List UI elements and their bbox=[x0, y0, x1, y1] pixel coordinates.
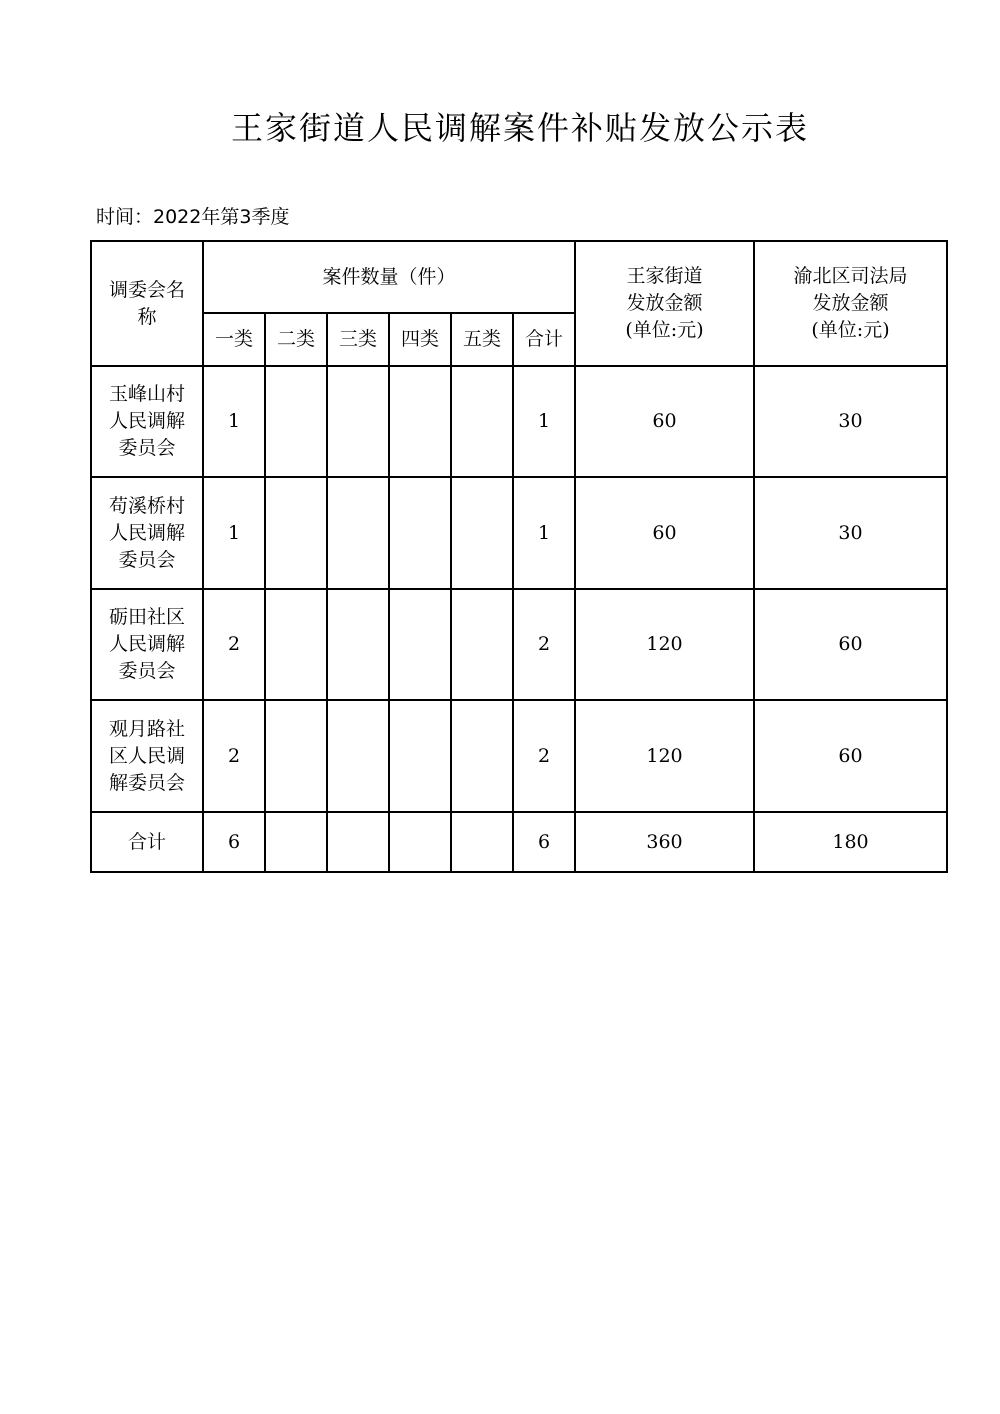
row-name: 砺田社区 人民调解 委员会 bbox=[91, 589, 203, 700]
cell-bureau-amount: 30 bbox=[754, 477, 947, 589]
subsidy-table bbox=[90, 240, 948, 873]
cell-total: 2 bbox=[513, 700, 575, 812]
cell-total: 1 bbox=[513, 477, 575, 589]
header-type-total: 合计 bbox=[513, 313, 575, 366]
header-type-1: 一类 bbox=[203, 313, 265, 366]
cell-street-amount: 120 bbox=[575, 700, 754, 812]
header-street-amount: 王家街道 发放金额 (单位:元) bbox=[575, 241, 754, 366]
summary-type-1: 6 bbox=[203, 812, 265, 872]
summary-type-3 bbox=[327, 812, 389, 872]
cell-type-3 bbox=[327, 477, 389, 589]
cell-type-2 bbox=[265, 589, 327, 700]
header-count-group: 案件数量（件） bbox=[203, 241, 575, 313]
cell-type-3 bbox=[327, 366, 389, 477]
cell-type-1: 1 bbox=[203, 366, 265, 477]
cell-type-4 bbox=[389, 477, 451, 589]
cell-type-4 bbox=[389, 589, 451, 700]
cell-bureau-amount: 60 bbox=[754, 589, 947, 700]
summary-bureau-amount: 180 bbox=[754, 812, 947, 872]
summary-street-amount: 360 bbox=[575, 812, 754, 872]
cell-type-1: 2 bbox=[203, 700, 265, 812]
cell-type-2 bbox=[265, 477, 327, 589]
cell-type-4 bbox=[389, 700, 451, 812]
table-row bbox=[91, 589, 947, 700]
cell-type-5 bbox=[451, 589, 513, 700]
table-row bbox=[91, 366, 947, 477]
cell-type-4 bbox=[389, 366, 451, 477]
cell-street-amount: 60 bbox=[575, 477, 754, 589]
cell-type-5 bbox=[451, 366, 513, 477]
header-type-5: 五类 bbox=[451, 313, 513, 366]
summary-type-2 bbox=[265, 812, 327, 872]
header-type-4: 四类 bbox=[389, 313, 451, 366]
cell-type-5 bbox=[451, 477, 513, 589]
table-row bbox=[91, 700, 947, 812]
cell-type-2 bbox=[265, 366, 327, 477]
cell-type-3 bbox=[327, 589, 389, 700]
cell-total: 1 bbox=[513, 366, 575, 477]
cell-total: 2 bbox=[513, 589, 575, 700]
summary-label: 合计 bbox=[91, 812, 203, 872]
row-name: 玉峰山村 人民调解 委员会 bbox=[91, 366, 203, 477]
header-type-3: 三类 bbox=[327, 313, 389, 366]
page-title: 王家街道人民调解案件补贴发放公示表 bbox=[230, 109, 809, 147]
summary-total: 6 bbox=[513, 812, 575, 872]
row-name: 苟溪桥村 人民调解 委员会 bbox=[91, 477, 203, 589]
cell-street-amount: 120 bbox=[575, 589, 754, 700]
time-label: 时间：2022年第3季度 bbox=[96, 206, 290, 228]
cell-bureau-amount: 30 bbox=[754, 366, 947, 477]
cell-street-amount: 60 bbox=[575, 366, 754, 477]
cell-type-2 bbox=[265, 700, 327, 812]
header-type-2: 二类 bbox=[265, 313, 327, 366]
summary-type-4 bbox=[389, 812, 451, 872]
cell-type-1: 2 bbox=[203, 589, 265, 700]
table-row bbox=[91, 477, 947, 589]
header-name-col: 调委会名 称 bbox=[91, 241, 203, 366]
cell-type-3 bbox=[327, 700, 389, 812]
summary-row bbox=[91, 812, 947, 872]
cell-bureau-amount: 60 bbox=[754, 700, 947, 812]
cell-type-5 bbox=[451, 700, 513, 812]
summary-type-5 bbox=[451, 812, 513, 872]
header-bureau-amount: 渝北区司法局 发放金额 (单位:元) bbox=[754, 241, 947, 366]
cell-type-1: 1 bbox=[203, 477, 265, 589]
row-name: 观月路社 区人民调 解委员会 bbox=[91, 700, 203, 812]
